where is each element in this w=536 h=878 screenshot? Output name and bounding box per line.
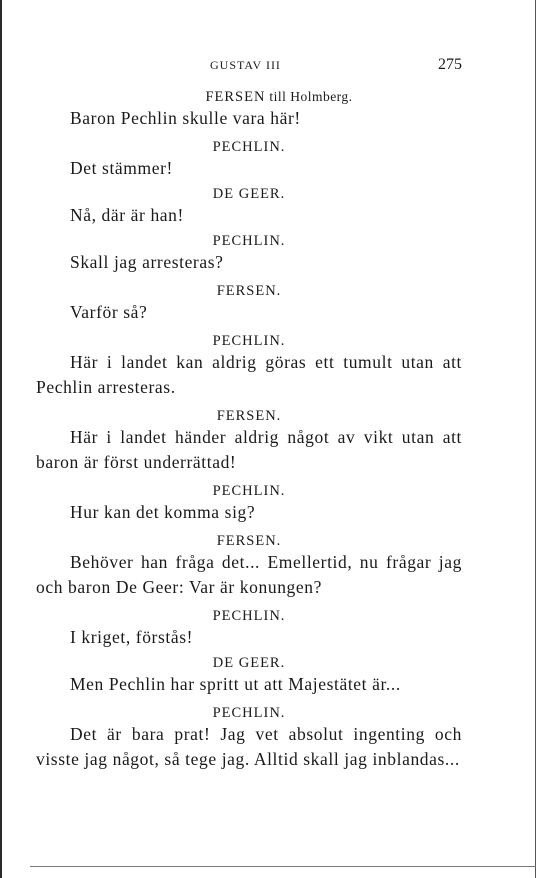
dialogue-block	[36, 138, 462, 181]
dialogue-line: Skall jag arresteras?	[70, 252, 224, 272]
page-left-edge	[0, 0, 2, 878]
dialogue-block	[36, 282, 462, 325]
dialogue-line: Det är bara prat! Jag vet absolut ingenting och visste jag något, så tege jag. Alltid skall jag inblandas...	[36, 724, 462, 769]
dialogue-block	[36, 654, 462, 697]
dialogue-line: Behöver han fråga det... Emellertid, nu frågar jag och baron De Geer: Var är konungen?	[36, 552, 462, 597]
speaker-name: DE GEER.	[212, 655, 286, 671]
speaker-name: PECHLIN.	[212, 705, 286, 721]
dialogue-block	[36, 332, 462, 400]
dialogue-block	[36, 482, 462, 525]
speaker-name: FERSEN.	[216, 283, 282, 299]
dialogue-line: Det stämmer!	[70, 158, 173, 178]
speaker-name: PECHLIN.	[212, 483, 286, 499]
dialogue-line: Baron Pechlin skulle vara här!	[70, 108, 301, 128]
dialogue-block	[36, 407, 462, 475]
dialogue-block	[36, 532, 462, 600]
page-header	[0, 58, 536, 78]
dialogue-line: Här i landet händer aldrig något av vikt utan att baron är först underrättad!	[36, 427, 462, 472]
speaker-name: PECHLIN.	[212, 333, 286, 349]
running-title: GUSTAV III	[210, 58, 281, 72]
dialogue-body	[36, 88, 462, 772]
stage-direction: till Holmberg.	[265, 89, 353, 104]
speaker-name: FERSEN.	[216, 408, 282, 424]
dialogue-line: I kriget, förstås!	[70, 627, 194, 647]
dialogue-line: Nå, där är han!	[70, 205, 184, 225]
speaker-name: PECHLIN.	[212, 139, 286, 155]
speaker-name: FERSEN.	[216, 533, 282, 549]
speaker-name: PECHLIN.	[212, 608, 286, 624]
dialogue-line: Här i landet kan aldrig göras ett tumult utan att Pechlin arresteras.	[36, 352, 462, 397]
dialogue-block	[36, 185, 462, 228]
speaker-label: FERSEN	[205, 89, 266, 105]
dialogue-block	[36, 704, 462, 772]
dialogue-line: Hur kan det komma sig?	[70, 502, 256, 522]
speaker-name: DE GEER.	[212, 186, 286, 202]
dialogue-line: Varför så?	[70, 302, 148, 322]
dialogue-block	[36, 88, 462, 131]
page-number: 275	[438, 56, 462, 73]
speaker-name: PECHLIN.	[212, 233, 286, 249]
page-bottom-edge	[30, 866, 536, 867]
speaker-name	[36, 88, 462, 106]
dialogue-block	[36, 232, 462, 275]
dialogue-line: Men Pechlin har spritt ut att Majestätet är...	[70, 674, 401, 694]
dialogue-block	[36, 607, 462, 650]
